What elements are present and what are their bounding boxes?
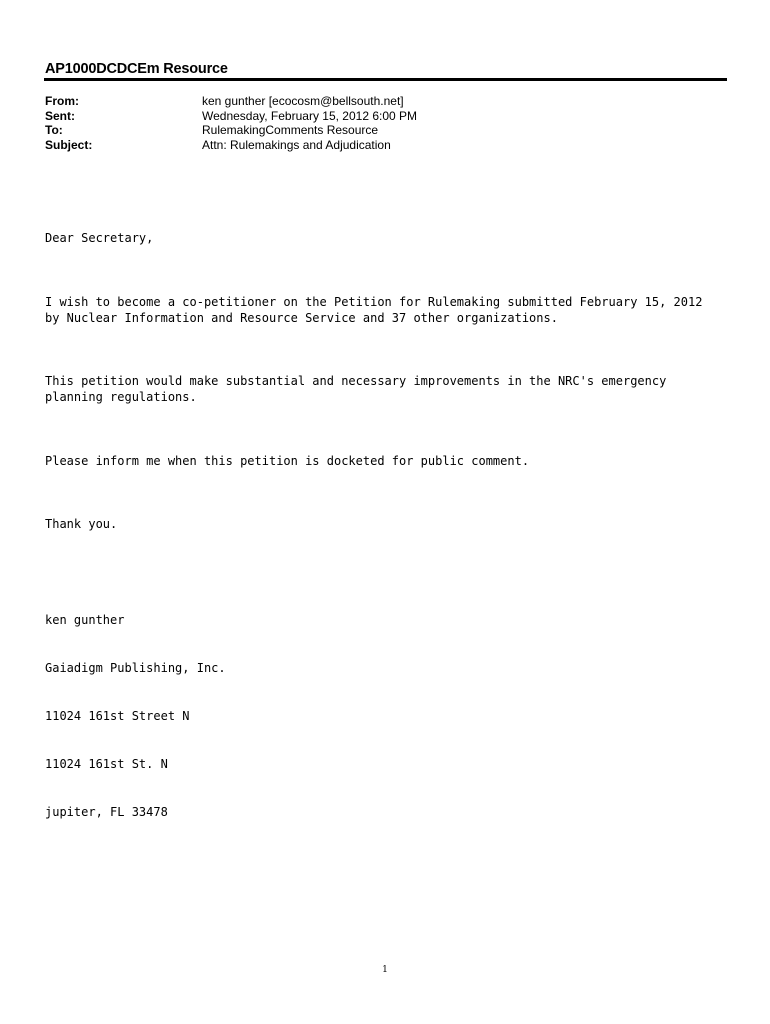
signature-city: jupiter, FL 33478 (45, 804, 168, 819)
email-body (45, 198, 735, 884)
paragraph-petition (45, 294, 735, 326)
page-number: 1 (382, 965, 388, 975)
signature-block (45, 580, 735, 852)
greeting: Dear Secretary, (45, 231, 154, 245)
sent-value: Wednesday, February 15, 2012 6:00 PM (202, 108, 418, 123)
paragraph-petition-line-1: I wish to become a co-petitioner on the Petition for Rulemaking submitted February 15, 2012 (45, 294, 703, 309)
signature-address-1: 11024 161st Street N (45, 708, 190, 723)
to-label: To: (45, 123, 63, 138)
subject-label: Subject: (45, 137, 93, 152)
header-row-to (45, 123, 417, 138)
subject-value: Attn: Rulemakings and Adjudication (202, 137, 391, 152)
paragraph-petition-line-2: by Nuclear Information and Resource Service and 37 other organizations. (45, 310, 558, 325)
paragraph-request: Please inform me when this petition is docketed for public comment. (45, 453, 530, 468)
sent-label: Sent: (45, 108, 75, 123)
signature-address-2: 11024 161st St. N (45, 756, 168, 771)
paragraph-improvements-line-2: planning regulations. (45, 390, 197, 404)
signature-company: Gaiadigm Publishing, Inc. (45, 660, 226, 675)
closing: Thank you. (45, 517, 118, 531)
paragraph-improvements (45, 373, 735, 405)
email-header (45, 94, 417, 152)
paragraph-improvements-line-1: This petition would make substantial and necessary improvements in the NRC's emergency (45, 374, 667, 388)
title-divider (44, 78, 727, 81)
header-row-subject (45, 138, 417, 153)
document-title: AP1000DCDCEm Resource (45, 61, 228, 77)
signature-name: ken gunther (45, 612, 125, 627)
to-value: RulemakingComments Resource (202, 123, 379, 138)
header-row-from (45, 94, 417, 109)
from-value: ken gunther [ecocosm@bellsouth.net] (202, 94, 404, 108)
header-row-sent (45, 109, 417, 124)
from-label: From: (45, 94, 79, 108)
